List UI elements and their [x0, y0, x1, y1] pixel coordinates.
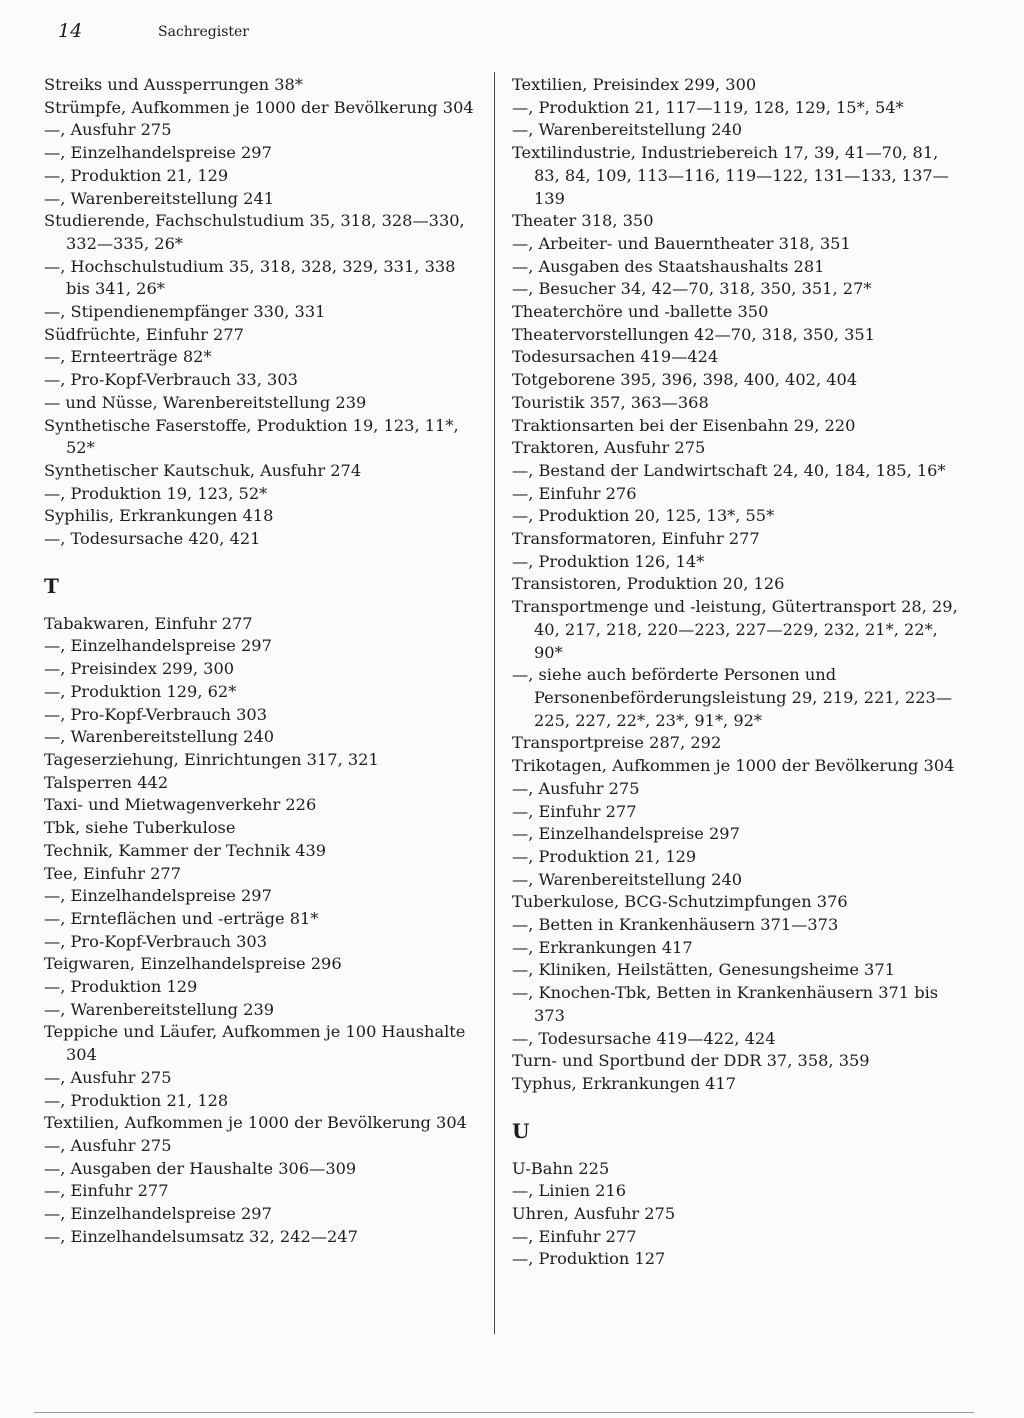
column-divider	[494, 72, 495, 1334]
index-entry: Textilien, Aufkommen je 1000 der Bevölkerung 304	[44, 1113, 467, 1133]
index-entry: —, Ausfuhr 275	[512, 778, 640, 798]
index-entry: Synthetische Faserstoffe, Produktion 19, 123, 11*, 52*	[44, 415, 459, 458]
running-title: Sachregister	[158, 24, 249, 40]
index-entry: —, Ausgaben des Staatshaushalts 281	[512, 256, 825, 276]
index-entry: —, Knochen-Tbk, Betten in Krankenhäusern 371 bis 373	[512, 983, 939, 1025]
index-entry: —, Warenbereitstellung 240	[512, 869, 743, 889]
index-entry: —, Produktion 129, 62*	[44, 681, 237, 701]
index-entry: —, Einfuhr 277	[512, 1226, 637, 1246]
index-entry: —, Pro-Kopf-Verbrauch 303	[44, 931, 268, 951]
index-entry: Theatervorstellungen 42—70, 318, 350, 351	[512, 324, 875, 344]
index-entry: Teigwaren, Einzelhandelspreise 296	[44, 954, 342, 974]
index-entry: —, Einfuhr 277	[44, 1181, 169, 1201]
index-entry: Traktoren, Ausfuhr 275	[512, 438, 706, 458]
index-entry: Tbk, siehe Tuberkulose	[44, 818, 236, 838]
index-entry: —, Produktion 21, 129	[512, 846, 697, 866]
index-entry: Transportpreise 287, 292	[512, 733, 722, 753]
index-entry: Transformatoren, Einfuhr 277	[512, 529, 760, 549]
index-entry: Textilindustrie, Industriebereich 17, 39, 41—70, 81, 83, 84, 109, 113—116, 119—122, 131—133, 137—139	[512, 143, 949, 208]
index-entry: —, Warenbereitstellung 241	[44, 188, 275, 208]
index-entry: —, Besucher 34, 42—70, 318, 350, 351, 27*	[512, 279, 872, 299]
index-entry: Syphilis, Erkrankungen 418	[44, 506, 274, 526]
index-entry: Theaterchöre und -ballette 350	[512, 302, 769, 322]
index-entry: Teppiche und Läufer, Aufkommen je 100 Haushalte 304	[44, 1022, 466, 1065]
index-entry: —, Produktion 20, 125, 13*, 55*	[512, 506, 775, 526]
index-entry: Talsperren 442	[44, 772, 169, 792]
index-entry: Traktionsarten bei der Eisenbahn 29, 220	[512, 415, 856, 435]
index-entry: —, Produktion 127	[512, 1249, 666, 1269]
index-entry: Synthetischer Kautschuk, Ausfuhr 274	[44, 460, 362, 480]
index-entry: —, Ernteflächen und -erträge 81*	[44, 908, 319, 928]
index-entry: —, Pro-Kopf-Verbrauch 303	[44, 704, 268, 724]
index-entry: —, Produktion 126, 14*	[512, 551, 705, 571]
index-entry: Tabakwaren, Einfuhr 277	[44, 613, 253, 633]
index-entry: —, Einfuhr 276	[512, 483, 637, 503]
index-entry: Tageserziehung, Einrichtungen 317, 321	[44, 749, 379, 769]
index-entry: Tuberkulose, BCG-Schutzimpfungen 376	[512, 892, 848, 912]
page-bottom-edge	[34, 1412, 974, 1413]
index-entry: —, Betten in Krankenhäusern 371—373	[512, 915, 839, 935]
index-entry: —, Einzelhandelspreise 297	[44, 636, 272, 656]
index-entry: —, Einzelhandelsumsatz 32, 242—247	[44, 1226, 358, 1246]
index-entry: Textilien, Preisindex 299, 300	[512, 75, 757, 94]
index-entry: Technik, Kammer der Technik 439	[44, 840, 327, 860]
index-entry: —, Einzelhandelspreise 297	[44, 143, 272, 163]
index-entry: Todesursachen 419—424	[512, 347, 719, 367]
index-entry: —, Ausfuhr 275	[44, 1135, 172, 1155]
index-entry: Uhren, Ausfuhr 275	[512, 1204, 676, 1224]
index-entry: —, Produktion 21, 129	[44, 165, 229, 185]
index-entry: Turn- und Sportbund der DDR 37, 358, 359	[512, 1051, 870, 1071]
index-entry: —, Ausfuhr 275	[44, 120, 172, 140]
index-entry: Tee, Einfuhr 277	[44, 863, 182, 883]
index-entry: —, Ernteerträge 82*	[44, 347, 212, 367]
index-entry: Südfrüchte, Einfuhr 277	[44, 324, 244, 344]
index-entry: —, Einzelhandelspreise 297	[512, 824, 740, 844]
index-entry: —, Kliniken, Heilstätten, Genesungsheime 371	[512, 960, 895, 980]
index-entry: Taxi- und Mietwagenverkehr 226	[44, 795, 317, 815]
index-entry: —, Ausgaben der Haushalte 306—309	[44, 1158, 357, 1178]
index-entry: —, Erkrankungen 417	[512, 937, 693, 957]
index-entry: —, Produktion 21, 128	[44, 1090, 229, 1110]
index-entry: — und Nüsse, Warenbereitstellung 239	[44, 392, 367, 412]
index-column-right	[512, 74, 962, 1271]
index-entry: —, Preisindex 299, 300	[44, 659, 235, 679]
index-entry: U-Bahn 225	[512, 1158, 610, 1178]
index-entry: —, Warenbereitstellung 240	[44, 727, 275, 747]
index-entry: —, Produktion 19, 123, 52*	[44, 483, 268, 503]
index-column-left	[44, 74, 476, 1248]
index-entry: —, Produktion 21, 117—119, 128, 129, 15*, 54*	[512, 97, 904, 117]
index-entry: —, Todesursache 420, 421	[44, 529, 261, 549]
index-entry: —, Pro-Kopf-Verbrauch 33, 303	[44, 370, 298, 390]
page-number: 14	[58, 20, 83, 42]
index-entry: —, Warenbereitstellung 239	[44, 999, 275, 1019]
index-entry: —, Arbeiter- und Bauerntheater 318, 351	[512, 233, 851, 253]
index-entry: Theater 318, 350	[512, 211, 654, 231]
index-entry: —, Linien 216	[512, 1181, 627, 1201]
index-entry: Strümpfe, Aufkommen je 1000 der Bevölkerung 304	[44, 97, 474, 117]
index-entry: Studierende, Fachschulstudium 35, 318, 328—330, 332—335, 26*	[44, 211, 465, 253]
index-entry: —, Warenbereitstellung 240	[512, 120, 743, 140]
index-entry: Streiks und Aussperrungen 38*	[44, 75, 303, 94]
index-entry: Transportmenge und -leistung, Gütertransport 28, 29, 40, 217, 218, 220—223, 227—229, 232, 21*, 22*, 90*	[512, 597, 958, 662]
index-entry: —, Ausfuhr 275	[44, 1067, 172, 1087]
index-entry: Trikotagen, Aufkommen je 1000 der Bevölkerung 304	[512, 756, 955, 776]
index-entry: Transistoren, Produktion 20, 126	[512, 574, 785, 594]
index-entry: Typhus, Erkrankungen 417	[512, 1073, 737, 1093]
index-entry: —, Einzelhandelspreise 297	[44, 886, 272, 906]
index-entry: —, Hochschulstudium 35, 318, 328, 329, 331, 338 bis 341, 26*	[44, 256, 456, 299]
index-entry: —, Stipendienempfänger 330, 331	[44, 302, 326, 322]
index-entry: —, siehe auch beförderte Personen und Personenbeförderungsleistung 29, 219, 221, 223—225, 227, 22*, 23*, 91*, 92*	[512, 665, 953, 730]
section-letter: U	[512, 1118, 530, 1143]
index-entry: —, Todesursache 419—422, 424	[512, 1028, 776, 1048]
index-entry: Touristik 357, 363—368	[512, 392, 709, 412]
index-entry: Totgeborene 395, 396, 398, 400, 402, 404	[512, 370, 858, 390]
index-entry: —, Bestand der Landwirtschaft 24, 40, 184, 185, 16*	[512, 460, 946, 480]
index-entry: —, Produktion 129	[44, 977, 198, 997]
index-entry: —, Einzelhandelspreise 297	[44, 1204, 272, 1224]
index-entry: —, Einfuhr 277	[512, 801, 637, 821]
section-letter: T	[44, 573, 59, 598]
